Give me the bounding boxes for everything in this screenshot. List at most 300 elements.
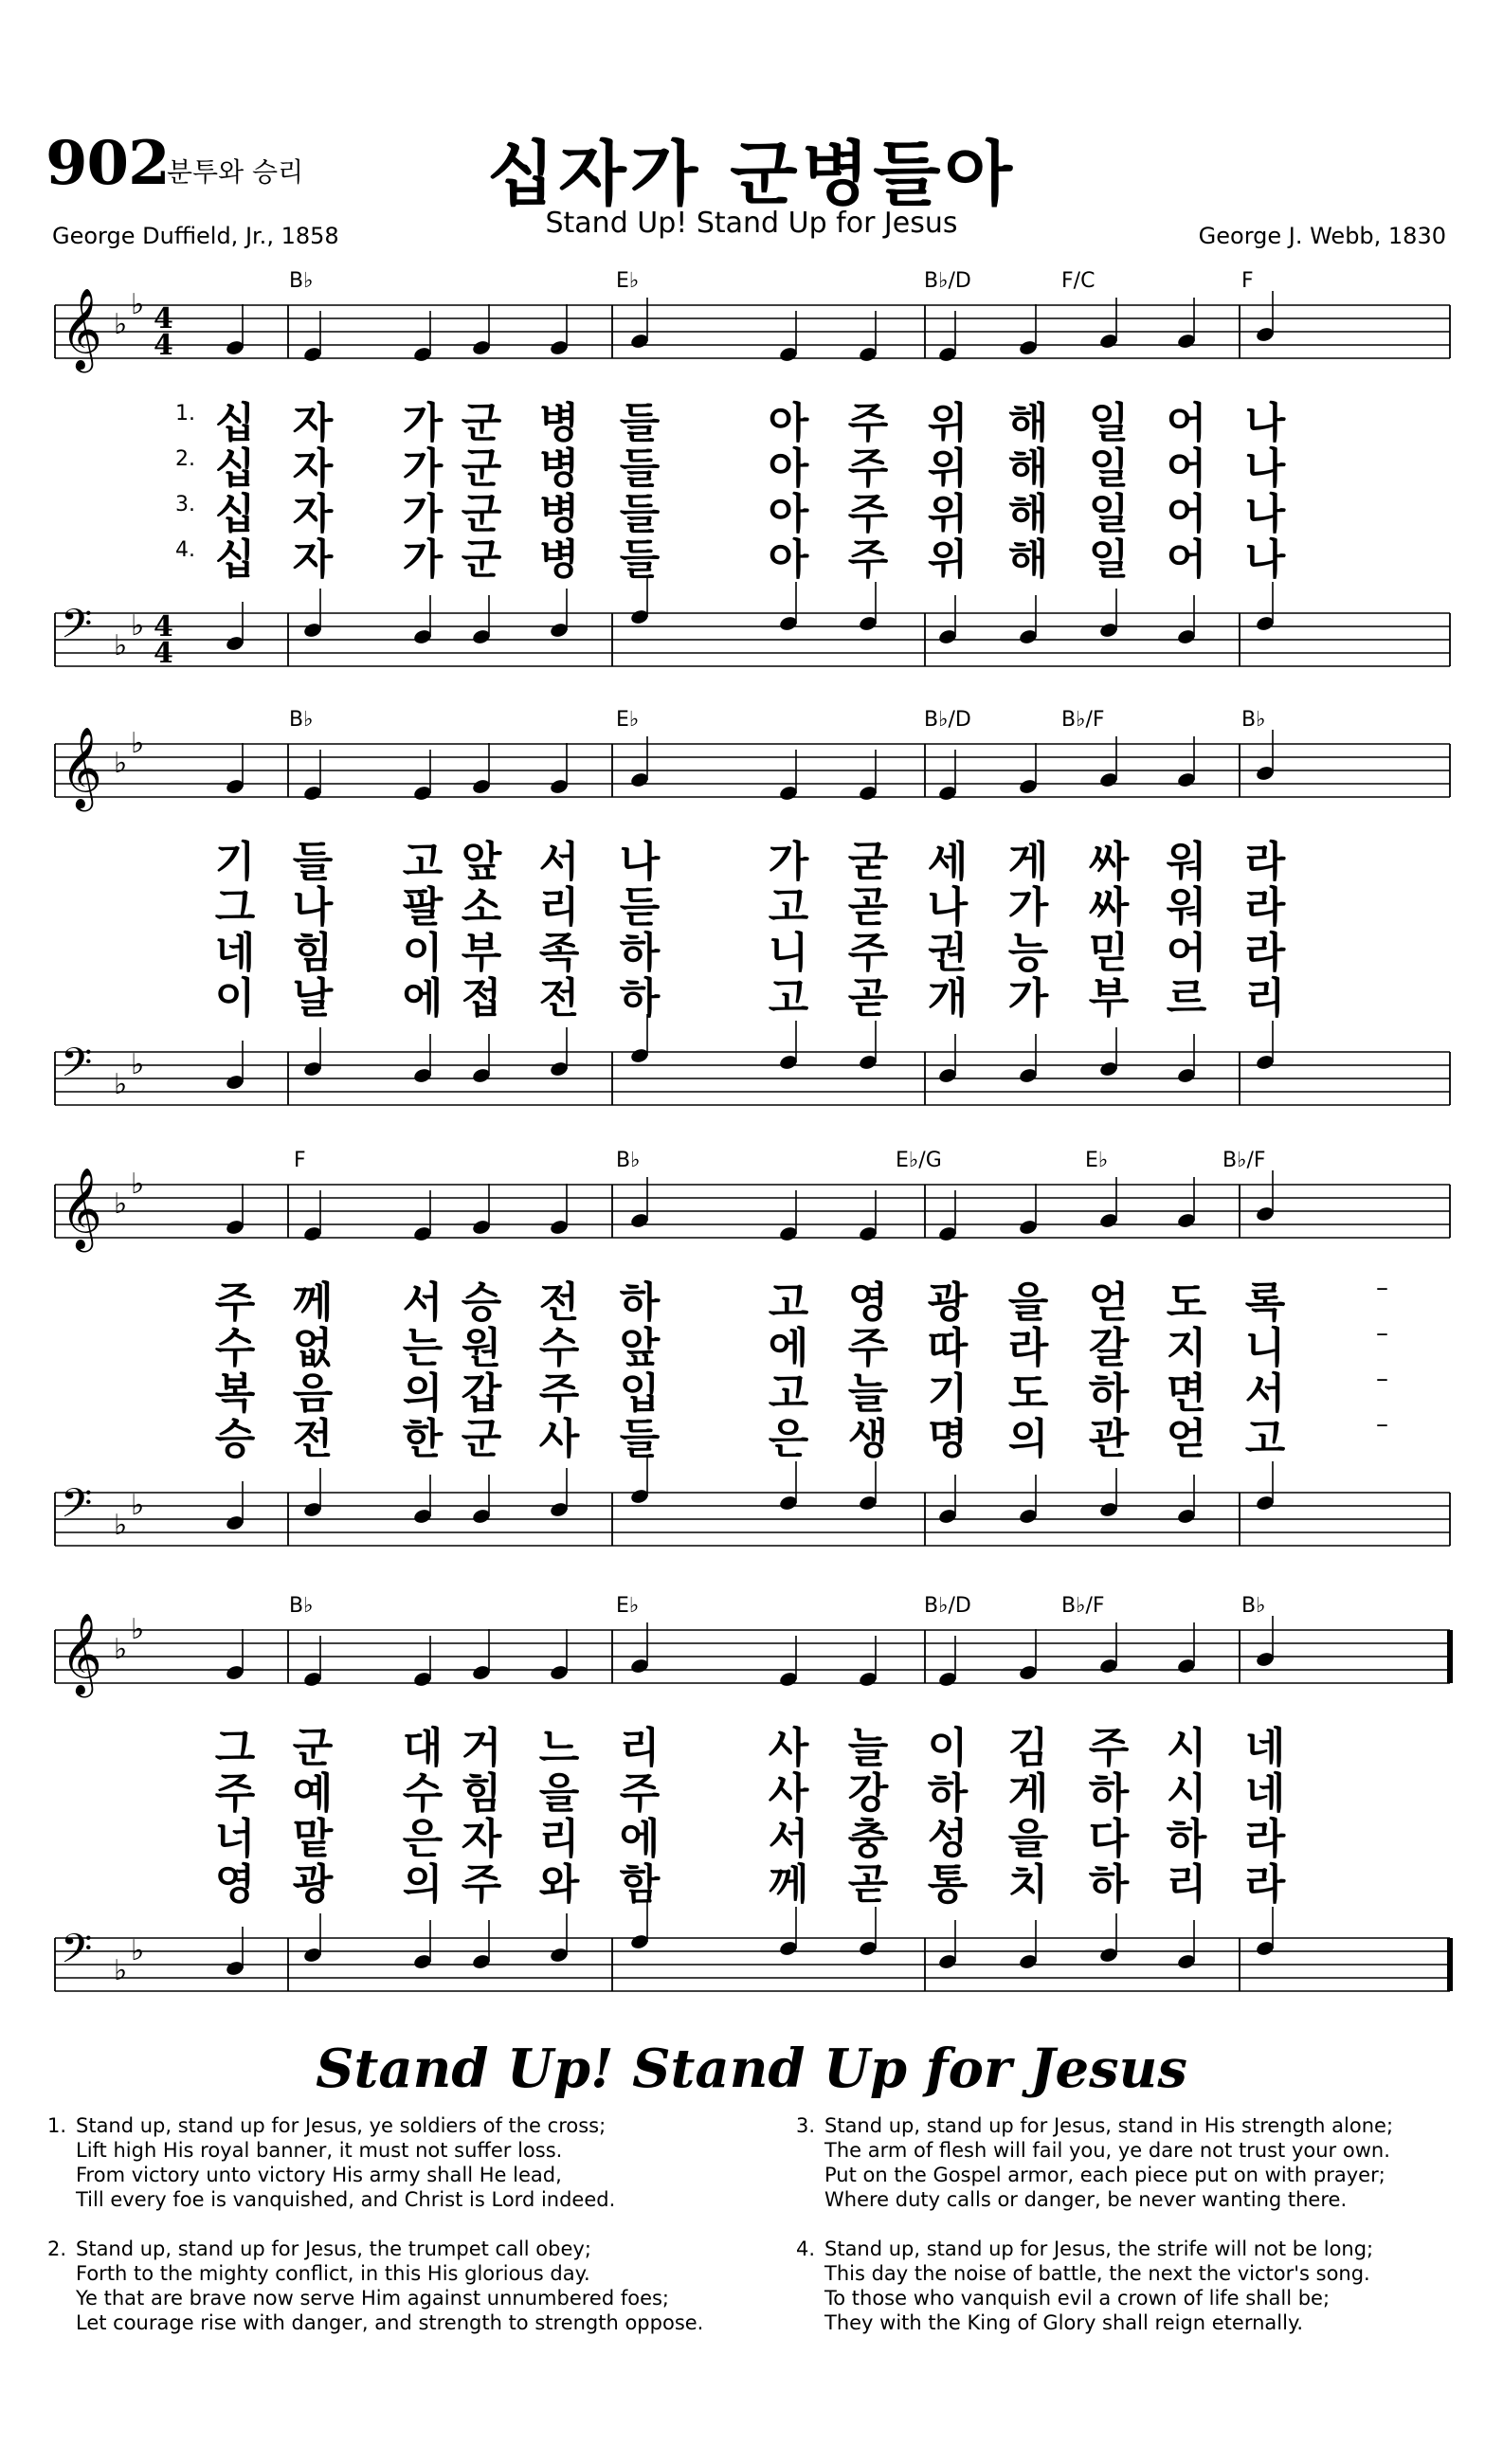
lyric-syllable: 십 xyxy=(214,399,256,447)
lyric-syllable: 곧 xyxy=(847,883,889,932)
lyric-syllable: 주 xyxy=(847,444,889,493)
flat-icon: ♭ xyxy=(131,609,145,643)
verse-number: 3. xyxy=(175,493,195,516)
verse-line: Ye that are brave now serve Him against unnumbered foes; xyxy=(76,2287,670,2310)
lyric-syllable: 힘 xyxy=(461,1769,502,1818)
lyric-syllable: 너 xyxy=(214,1815,256,1863)
lyric-row xyxy=(0,1850,1503,1909)
lyric-syllable: 의 xyxy=(1007,1415,1049,1463)
lyric-syllable: 수 xyxy=(214,1324,256,1372)
verse-line: Stand up, stand up for Jesus, the trumpet call obey; xyxy=(76,2238,591,2260)
lyric-syllable: 주 xyxy=(619,1769,661,1818)
lyric-syllable: 게 xyxy=(1007,838,1049,886)
english-verse-3 xyxy=(796,2113,1488,2212)
lyric-syllable: 위 xyxy=(927,399,969,447)
lyric-syllable: 네 xyxy=(1244,1769,1286,1818)
lyric-syllable: 하 xyxy=(1088,1860,1130,1909)
lyric-syllable: 거 xyxy=(461,1724,502,1772)
lyric-syllable: 군 xyxy=(461,1415,502,1463)
english-title: Stand Up! Stand Up for Jesus xyxy=(316,2038,1187,2100)
lyric-syllable: 시 xyxy=(1166,1769,1207,1818)
verse-number: 4. xyxy=(175,538,195,562)
lyric-syllable: 하 xyxy=(1088,1369,1130,1418)
lyric-syllable: 영 xyxy=(847,1278,889,1327)
chord-symbol: B♭/D xyxy=(924,708,971,732)
lyric-syllable: 고 xyxy=(768,1278,809,1327)
melisma-dash: – xyxy=(1376,1319,1388,1348)
lyric-syllable: 싸 xyxy=(1088,838,1130,886)
lyric-syllable: 주 xyxy=(847,490,889,538)
lyric-syllable: 주 xyxy=(847,399,889,447)
lyric-syllable: 어 xyxy=(1166,535,1207,584)
chord-symbol: B♭/F xyxy=(1061,1594,1105,1618)
lyric-row xyxy=(0,1359,1503,1418)
lyric-syllable: 느 xyxy=(538,1724,580,1772)
lyric-syllable: 힘 xyxy=(292,929,334,977)
lyric-syllable: 입 xyxy=(619,1369,661,1418)
lyric-syllable: 부 xyxy=(1088,974,1130,1023)
lyric-syllable: 위 xyxy=(927,535,969,584)
lyric-syllable: 광 xyxy=(292,1860,334,1909)
lyric-syllable: 치 xyxy=(1007,1860,1049,1909)
melisma-dash: – xyxy=(1376,1365,1388,1393)
lyric-syllable: 위 xyxy=(927,444,969,493)
lyric-syllable: 와 xyxy=(538,1860,580,1909)
lyric-syllable: 자 xyxy=(292,399,334,447)
lyric-syllable: 은 xyxy=(402,1815,444,1863)
lyric-syllable: 앞 xyxy=(461,838,502,886)
lyric-syllable: 이 xyxy=(214,974,256,1023)
lyric-syllable: 일 xyxy=(1088,399,1130,447)
lyric-syllable: 영 xyxy=(214,1860,256,1909)
lyric-syllable: 해 xyxy=(1007,535,1049,584)
lyric-syllable: 한 xyxy=(402,1415,444,1463)
lyric-syllable: 복 xyxy=(214,1369,256,1418)
verse-number: 1. xyxy=(175,402,195,426)
flat-icon: ♭ xyxy=(114,308,128,341)
lyric-syllable: 군 xyxy=(461,535,502,584)
lyric-syllable: 주 xyxy=(214,1278,256,1327)
lyric-syllable: 리 xyxy=(1166,1860,1207,1909)
lyric-syllable: 주 xyxy=(847,929,889,977)
lyric-syllable: 들 xyxy=(619,490,661,538)
verse-line: Where duty calls or danger, be never wanting there. xyxy=(824,2188,1348,2211)
lyric-syllable: 워 xyxy=(1166,883,1207,932)
lyric-syllable: 리 xyxy=(538,883,580,932)
lyric-syllable: 일 xyxy=(1088,444,1130,493)
lyric-syllable: 해 xyxy=(1007,399,1049,447)
lyric-syllable: 가 xyxy=(1007,974,1049,1023)
lyric-syllable: 승 xyxy=(214,1415,256,1463)
lyric-syllable: 얻 xyxy=(1088,1278,1130,1327)
melisma-dash: – xyxy=(1376,1274,1388,1302)
lyric-syllable: 자 xyxy=(461,1815,502,1863)
lyric-syllable: 에 xyxy=(768,1324,809,1372)
lyric-syllable: 성 xyxy=(927,1815,969,1863)
lyric-syllable: 병 xyxy=(538,399,580,447)
lyric-syllable: 의 xyxy=(402,1369,444,1418)
flat-icon: ♭ xyxy=(114,1068,128,1101)
lyric-syllable: 시 xyxy=(1166,1724,1207,1772)
verse-number: 2. xyxy=(175,447,195,471)
verse-line: To those who vanquish evil a crown of life shall be; xyxy=(824,2287,1331,2310)
bass-clef-icon: 𝄢 xyxy=(61,1040,93,1096)
chord-symbol: E♭ xyxy=(616,269,640,293)
lyric-syllable: 하 xyxy=(619,1278,661,1327)
lyric-syllable: 을 xyxy=(1007,1278,1049,1327)
lyric-syllable: 의 xyxy=(402,1860,444,1909)
treble-clef-icon: 𝄞 xyxy=(61,1613,102,1694)
bass-clef-icon: 𝄢 xyxy=(61,1926,93,1983)
hymn-subtitle: Stand Up! Stand Up for Jesus xyxy=(545,207,958,240)
lyric-syllable: 고 xyxy=(402,838,444,886)
lyric-syllable: 라 xyxy=(1244,1815,1286,1863)
lyric-syllable: 가 xyxy=(402,399,444,447)
lyric-syllable: 가 xyxy=(768,838,809,886)
music-system-1 xyxy=(0,267,1503,684)
flat-icon: ♭ xyxy=(114,1954,128,1987)
lyric-syllable: 나 xyxy=(1244,535,1286,584)
lyric-syllable: 을 xyxy=(1007,1815,1049,1863)
lyric-syllable: 고 xyxy=(1244,1415,1286,1463)
lyric-row xyxy=(0,480,1503,538)
lyric-syllable: 듣 xyxy=(619,883,661,932)
lyric-syllable: 에 xyxy=(619,1815,661,1863)
lyric-syllable: 병 xyxy=(538,535,580,584)
verse-number: 4. xyxy=(796,2238,816,2260)
lyric-syllable: 가 xyxy=(402,535,444,584)
lyric-syllable: 날 xyxy=(292,974,334,1023)
time-signature: 4 xyxy=(154,610,173,643)
verse-line: Put on the Gospel armor, each piece put on with prayer; xyxy=(824,2164,1385,2186)
lyric-syllable: 하 xyxy=(1088,1769,1130,1818)
lyric-syllable: 니 xyxy=(768,929,809,977)
verse-line: Stand up, stand up for Jesus, stand in His strength alone; xyxy=(824,2114,1394,2137)
lyric-syllable: 권 xyxy=(927,929,969,977)
flat-icon: ♭ xyxy=(131,1168,145,1201)
flat-icon: ♭ xyxy=(114,1633,128,1666)
lyric-syllable: 라 xyxy=(1244,929,1286,977)
chord-symbol: B♭ xyxy=(289,1594,314,1618)
lyric-syllable: 광 xyxy=(927,1278,969,1327)
lyric-syllable: 주 xyxy=(214,1769,256,1818)
lyric-syllable: 아 xyxy=(768,490,809,538)
lyric-syllable: 아 xyxy=(768,399,809,447)
bass-clef-icon: 𝄢 xyxy=(61,1480,93,1537)
lyric-syllable: 록 xyxy=(1244,1278,1286,1327)
lyric-syllable: 팔 xyxy=(402,883,444,932)
treble-clef-icon: 𝄞 xyxy=(61,1168,102,1249)
lyric-syllable: 군 xyxy=(461,444,502,493)
chord-symbol: B♭/F xyxy=(1222,1149,1266,1172)
lyric-syllable: 싸 xyxy=(1088,883,1130,932)
lyric-syllable: 면 xyxy=(1166,1369,1207,1418)
english-verse-4 xyxy=(796,2237,1488,2335)
lyric-syllable: 족 xyxy=(538,929,580,977)
lyric-syllable: 아 xyxy=(768,535,809,584)
chord-symbol: B♭/F xyxy=(1061,708,1105,732)
flat-icon: ♭ xyxy=(131,288,145,321)
lyric-syllable: 따 xyxy=(927,1324,969,1372)
lyric-syllable: 라 xyxy=(1244,1860,1286,1909)
hymn-number: 902 xyxy=(45,128,170,199)
lyric-row xyxy=(0,918,1503,977)
lyric-syllable: 수 xyxy=(538,1324,580,1372)
lyric-syllable: 승 xyxy=(461,1278,502,1327)
lyric-syllable: 강 xyxy=(847,1769,889,1818)
chord-symbol: B♭ xyxy=(616,1149,641,1172)
lyric-syllable: 하 xyxy=(927,1769,969,1818)
treble-clef-icon: 𝄞 xyxy=(61,288,102,370)
lyric-syllable: 일 xyxy=(1088,535,1130,584)
lyric-row xyxy=(0,1804,1503,1863)
lyric-syllable: 나 xyxy=(1244,490,1286,538)
lyric-row xyxy=(0,389,1503,447)
lyric-syllable: 일 xyxy=(1088,490,1130,538)
lyric-syllable: 이 xyxy=(927,1724,969,1772)
flat-icon: ♭ xyxy=(131,727,145,760)
lyric-syllable: 들 xyxy=(619,535,661,584)
lyric-syllable: 라 xyxy=(1007,1324,1049,1372)
lyric-syllable: 군 xyxy=(461,490,502,538)
lyric-syllable: 께 xyxy=(292,1278,334,1327)
time-signature: 4 xyxy=(154,302,173,335)
lyric-syllable: 믿 xyxy=(1088,929,1130,977)
lyric-syllable: 충 xyxy=(847,1815,889,1863)
author-credit: George Duffield, Jr., 1858 xyxy=(52,223,339,249)
lyric-syllable: 늘 xyxy=(847,1369,889,1418)
lyric-syllable: 리 xyxy=(619,1724,661,1772)
lyric-row xyxy=(0,1713,1503,1772)
lyric-syllable: 워 xyxy=(1166,838,1207,886)
lyric-syllable: 대 xyxy=(402,1724,444,1772)
flat-icon: ♭ xyxy=(114,629,128,662)
lyric-syllable: 소 xyxy=(461,883,502,932)
lyric-syllable: 어 xyxy=(1166,490,1207,538)
lyric-syllable: 네 xyxy=(214,929,256,977)
lyric-syllable: 이 xyxy=(402,929,444,977)
verse-line: Forth to the mighty conflict, in this His glorious day. xyxy=(76,2262,590,2285)
lyric-syllable: 어 xyxy=(1166,444,1207,493)
lyric-syllable: 수 xyxy=(402,1769,444,1818)
flat-icon: ♭ xyxy=(114,1187,128,1221)
lyric-syllable: 에 xyxy=(402,974,444,1023)
lyric-syllable: 주 xyxy=(1088,1724,1130,1772)
chord-symbol: E♭ xyxy=(616,708,640,732)
chord-symbol: F xyxy=(1241,269,1254,293)
lyric-syllable: 르 xyxy=(1166,974,1207,1023)
lyric-syllable: 도 xyxy=(1166,1278,1207,1327)
lyric-syllable: 함 xyxy=(619,1860,661,1909)
lyric-syllable: 김 xyxy=(1007,1724,1049,1772)
lyric-syllable: 그 xyxy=(214,883,256,932)
lyric-syllable: 사 xyxy=(538,1415,580,1463)
lyric-syllable: 은 xyxy=(768,1415,809,1463)
verse-line: This day the noise of battle, the next the victor's song. xyxy=(824,2262,1370,2285)
flat-icon: ♭ xyxy=(114,747,128,780)
lyric-syllable: 가 xyxy=(402,444,444,493)
lyric-syllable: 명 xyxy=(927,1415,969,1463)
lyric-syllable: 가 xyxy=(1007,883,1049,932)
flat-icon: ♭ xyxy=(131,1048,145,1081)
lyric-syllable: 통 xyxy=(927,1860,969,1909)
melisma-dash: – xyxy=(1376,1410,1388,1439)
lyric-syllable: 자 xyxy=(292,535,334,584)
lyric-syllable: 없 xyxy=(292,1324,334,1372)
treble-clef-icon: 𝄞 xyxy=(61,727,102,808)
lyric-syllable: 들 xyxy=(619,444,661,493)
lyric-syllable: 관 xyxy=(1088,1415,1130,1463)
lyric-syllable: 다 xyxy=(1088,1815,1130,1863)
time-signature: 4 xyxy=(154,329,173,362)
flat-icon: ♭ xyxy=(131,1934,145,1967)
lyric-syllable: 는 xyxy=(402,1324,444,1372)
lyric-syllable: 어 xyxy=(1166,399,1207,447)
lyric-syllable: 갑 xyxy=(461,1369,502,1418)
lyric-syllable: 리 xyxy=(1244,974,1286,1023)
lyric-syllable: 라 xyxy=(1244,838,1286,886)
lyric-syllable: 고 xyxy=(768,974,809,1023)
english-verse-2 xyxy=(47,2237,739,2335)
music-system-2 xyxy=(0,706,1503,1123)
lyric-row xyxy=(0,1314,1503,1372)
lyric-syllable: 늘 xyxy=(847,1724,889,1772)
lyric-syllable: 위 xyxy=(927,490,969,538)
lyric-row xyxy=(0,1268,1503,1327)
verse-line: Let courage rise with danger, and strength to strength oppose. xyxy=(76,2311,704,2334)
chord-symbol: B♭ xyxy=(289,708,314,732)
lyric-syllable: 게 xyxy=(1007,1769,1049,1818)
lyric-syllable: 서 xyxy=(402,1278,444,1327)
lyric-syllable: 앞 xyxy=(619,1324,661,1372)
lyric-syllable: 서 xyxy=(768,1815,809,1863)
lyric-syllable: 주 xyxy=(847,535,889,584)
lyric-syllable: 아 xyxy=(768,444,809,493)
composer-credit: George J. Webb, 1830 xyxy=(1198,223,1446,249)
lyric-syllable: 서 xyxy=(1244,1369,1286,1418)
english-verse-1 xyxy=(47,2113,739,2212)
lyric-syllable: 원 xyxy=(461,1324,502,1372)
lyric-syllable: 병 xyxy=(538,490,580,538)
lyric-syllable: 군 xyxy=(461,399,502,447)
chord-symbol: B♭/D xyxy=(924,269,971,293)
lyric-syllable: 곧 xyxy=(847,1860,889,1909)
verse-number: 1. xyxy=(47,2114,67,2137)
verse-line: Stand up, stand up for Jesus, ye soldiers of the cross; xyxy=(76,2114,607,2137)
lyric-row xyxy=(0,964,1503,1023)
lyric-syllable: 주 xyxy=(847,1324,889,1372)
chord-symbol: B♭ xyxy=(1241,708,1266,732)
lyric-syllable: 주 xyxy=(461,1860,502,1909)
lyric-syllable: 나 xyxy=(1244,444,1286,493)
lyric-syllable: 지 xyxy=(1166,1324,1207,1372)
lyric-syllable: 군 xyxy=(292,1724,334,1772)
music-system-3 xyxy=(0,1147,1503,1564)
flat-icon: ♭ xyxy=(131,1613,145,1646)
lyric-syllable: 고 xyxy=(768,883,809,932)
lyric-syllable: 맡 xyxy=(292,1815,334,1863)
lyric-syllable: 능 xyxy=(1007,929,1049,977)
lyric-syllable: 곧 xyxy=(847,974,889,1023)
chord-symbol: F xyxy=(294,1149,306,1172)
lyric-syllable: 리 xyxy=(538,1815,580,1863)
lyric-row xyxy=(0,434,1503,493)
lyric-syllable: 나 xyxy=(1244,399,1286,447)
lyric-syllable: 자 xyxy=(292,444,334,493)
lyric-syllable: 하 xyxy=(619,974,661,1023)
lyric-row xyxy=(0,827,1503,886)
chord-symbol: B♭ xyxy=(1241,1594,1266,1618)
time-signature: 4 xyxy=(154,637,173,670)
lyric-syllable: 사 xyxy=(768,1724,809,1772)
verse-number: 3. xyxy=(796,2114,816,2137)
lyric-syllable: 나 xyxy=(927,883,969,932)
lyric-syllable: 전 xyxy=(538,1278,580,1327)
lyric-syllable: 들 xyxy=(619,399,661,447)
lyric-syllable: 을 xyxy=(538,1769,580,1818)
lyric-syllable: 사 xyxy=(768,1769,809,1818)
lyric-syllable: 기 xyxy=(927,1369,969,1418)
lyric-syllable: 하 xyxy=(1166,1815,1207,1863)
lyric-syllable: 께 xyxy=(768,1860,809,1909)
lyric-syllable: 해 xyxy=(1007,444,1049,493)
chord-symbol: E♭ xyxy=(616,1594,640,1618)
verse-line: Lift high His royal banner, it must not suffer loss. xyxy=(76,2139,563,2162)
lyric-syllable: 어 xyxy=(1166,929,1207,977)
lyric-syllable: 나 xyxy=(619,838,661,886)
lyric-syllable: 접 xyxy=(461,974,502,1023)
verse-line: From victory unto victory His army shall He lead, xyxy=(76,2164,562,2186)
chord-symbol: B♭ xyxy=(289,269,314,293)
lyric-syllable: 고 xyxy=(768,1369,809,1418)
lyric-syllable: 나 xyxy=(292,883,334,932)
hymn-topic: 분투와 승리 xyxy=(167,156,304,188)
chord-symbol: E♭/G xyxy=(896,1149,942,1172)
lyric-syllable: 굳 xyxy=(847,838,889,886)
lyric-syllable: 부 xyxy=(461,929,502,977)
lyric-syllable: 하 xyxy=(619,929,661,977)
lyric-syllable: 주 xyxy=(538,1369,580,1418)
lyric-syllable: 십 xyxy=(214,444,256,493)
lyric-row xyxy=(0,1759,1503,1818)
lyric-syllable: 예 xyxy=(292,1769,334,1818)
lyric-syllable: 도 xyxy=(1007,1369,1049,1418)
verse-line: Till every foe is vanquished, and Christ is Lord indeed. xyxy=(76,2188,616,2211)
lyric-syllable: 음 xyxy=(292,1369,334,1418)
lyric-syllable: 얻 xyxy=(1166,1415,1207,1463)
lyric-row xyxy=(0,873,1503,932)
lyric-syllable: 개 xyxy=(927,974,969,1023)
chord-symbol: E♭ xyxy=(1085,1149,1109,1172)
lyric-row xyxy=(0,525,1503,584)
flat-icon: ♭ xyxy=(114,1509,128,1542)
lyric-syllable: 생 xyxy=(847,1415,889,1463)
lyric-syllable: 들 xyxy=(619,1415,661,1463)
lyric-syllable: 세 xyxy=(927,838,969,886)
lyric-syllable: 자 xyxy=(292,490,334,538)
verse-line: Stand up, stand up for Jesus, the strife will not be long; xyxy=(824,2238,1374,2260)
bass-clef-icon: 𝄢 xyxy=(61,601,93,658)
verse-line: They with the King of Glory shall reign eternally. xyxy=(824,2311,1304,2334)
lyric-syllable: 십 xyxy=(214,535,256,584)
lyric-syllable: 라 xyxy=(1244,883,1286,932)
lyric-syllable: 전 xyxy=(538,974,580,1023)
lyric-syllable: 니 xyxy=(1244,1324,1286,1372)
music-system-4 xyxy=(0,1592,1503,2009)
lyric-syllable: 가 xyxy=(402,490,444,538)
chord-symbol: F/C xyxy=(1061,269,1096,293)
lyric-row xyxy=(0,1404,1503,1463)
